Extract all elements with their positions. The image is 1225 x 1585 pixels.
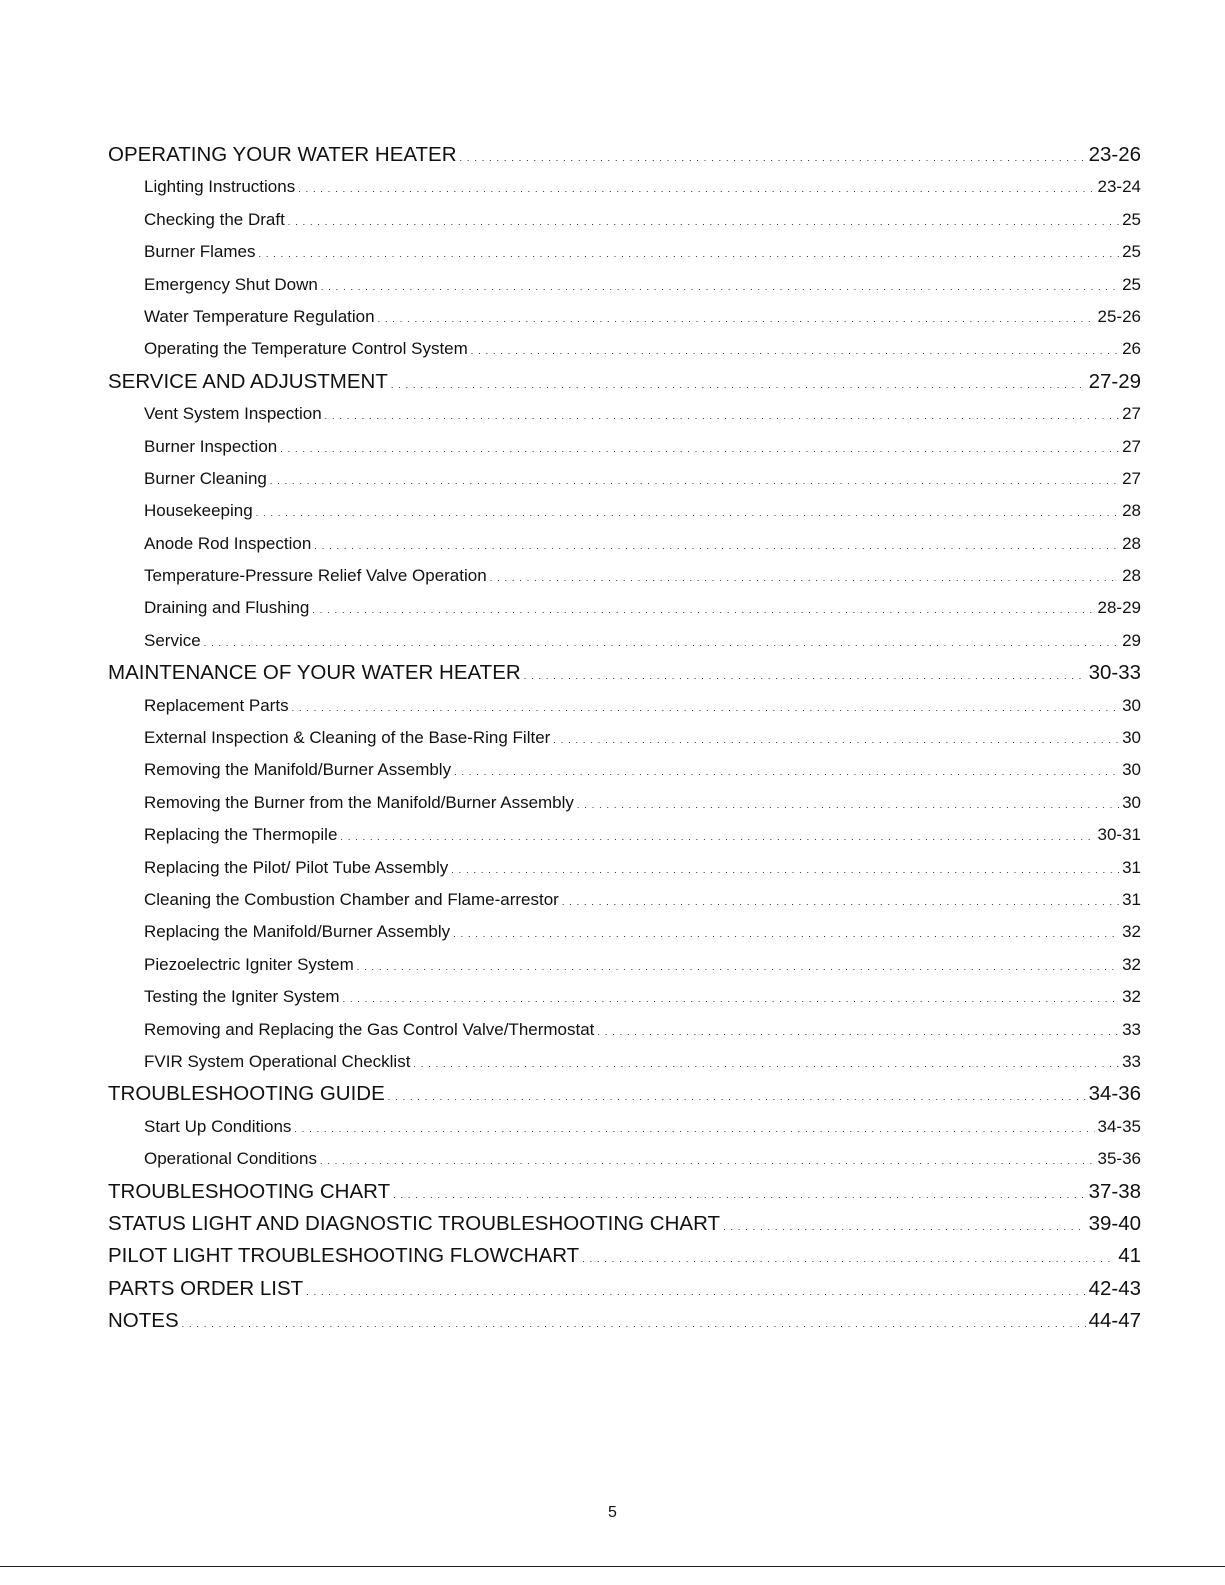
toc-entry-page: 34-36: [1086, 1078, 1141, 1110]
dot-leader: [413, 1046, 1119, 1078]
dot-leader: [270, 463, 1119, 495]
dot-leader: [256, 495, 1119, 527]
toc-entry-title: Replacing the Manifold/Burner Assembly: [144, 916, 453, 948]
toc-entry-title: Anode Rod Inspection: [144, 528, 314, 560]
toc-entry-title: Piezoelectric Igniter System: [144, 949, 357, 981]
toc-entry-page: 26: [1119, 333, 1141, 365]
toc-section-entry: [108, 1078, 1141, 1110]
toc-entry-page: 25-26: [1095, 301, 1141, 333]
toc-subsection-entry: [108, 431, 1141, 463]
toc-entry-title: Checking the Draft: [144, 204, 288, 236]
toc-entry-page: 30-31: [1095, 819, 1141, 851]
dot-leader: [314, 528, 1119, 560]
toc-subsection-entry: [108, 1111, 1141, 1143]
dot-leader: [182, 1305, 1086, 1337]
toc-entry-title: Replacing the Pilot/ Pilot Tube Assembly: [144, 852, 451, 884]
toc-section-entry: [108, 1240, 1141, 1272]
dot-leader: [343, 981, 1119, 1013]
toc-entry-title: MAINTENANCE OF YOUR WATER HEATER: [108, 657, 524, 689]
dot-leader: [378, 301, 1095, 333]
toc-entry-page: 29: [1119, 625, 1141, 657]
toc-entry-page: 41: [1115, 1240, 1141, 1272]
toc-entry-page: 30: [1119, 787, 1141, 819]
toc-entry-title: Removing and Replacing the Gas Control Valve/Thermostat: [144, 1014, 597, 1046]
toc-subsection-entry: [108, 1014, 1141, 1046]
toc-entry-title: Burner Inspection: [144, 431, 280, 463]
toc-subsection-entry: [108, 787, 1141, 819]
toc-entry-page: 39-40: [1086, 1208, 1141, 1240]
toc-entry-page: 27: [1119, 398, 1141, 430]
toc-entry-title: Emergency Shut Down: [144, 269, 321, 301]
toc-subsection-entry: [108, 398, 1141, 430]
toc-entry-title: Removing the Burner from the Manifold/Burner Assembly: [144, 787, 577, 819]
toc-entry-title: TROUBLESHOOTING CHART: [108, 1176, 393, 1208]
toc-entry-page: 25: [1119, 236, 1141, 268]
toc-entry-title: Housekeeping: [144, 495, 256, 527]
toc-entry-page: 28: [1119, 495, 1141, 527]
page-number: 5: [608, 1504, 617, 1521]
toc-entry-title: Burner Cleaning: [144, 463, 270, 495]
toc-subsection-entry: [108, 754, 1141, 786]
toc-section-entry: [108, 366, 1141, 398]
toc-entry-title: Lighting Instructions: [144, 171, 298, 203]
toc-entry-page: 27-29: [1086, 366, 1141, 398]
toc-entry-page: 28: [1119, 528, 1141, 560]
toc-entry-page: 31: [1119, 852, 1141, 884]
dot-leader: [453, 916, 1119, 948]
toc-entry-page: 23-26: [1086, 139, 1141, 171]
dot-leader: [597, 1014, 1119, 1046]
toc-entry-page: 30: [1119, 690, 1141, 722]
dot-leader: [553, 722, 1119, 754]
toc-entry-title: Burner Flames: [144, 236, 258, 268]
dot-leader: [391, 366, 1086, 398]
toc-subsection-entry: [108, 495, 1141, 527]
toc-subsection-entry: [108, 981, 1141, 1013]
toc-entry-page: 33: [1119, 1014, 1141, 1046]
toc-entry-title: TROUBLESHOOTING GUIDE: [108, 1078, 388, 1110]
toc-entry-page: 33: [1119, 1046, 1141, 1078]
dot-leader: [292, 690, 1120, 722]
table-of-contents: [108, 139, 1141, 1337]
toc-subsection-entry: [108, 916, 1141, 948]
toc-subsection-entry: [108, 560, 1141, 592]
toc-subsection-entry: [108, 592, 1141, 624]
dot-leader: [451, 852, 1119, 884]
toc-subsection-entry: [108, 819, 1141, 851]
bottom-rule: [0, 1566, 1225, 1567]
toc-entry-page: 25: [1119, 269, 1141, 301]
toc-entry-title: Start Up Conditions: [144, 1111, 294, 1143]
toc-subsection-entry: [108, 269, 1141, 301]
toc-entry-title: Water Temperature Regulation: [144, 301, 378, 333]
toc-section-entry: [108, 1273, 1141, 1305]
dot-leader: [357, 949, 1119, 981]
toc-entry-page: 27: [1119, 431, 1141, 463]
toc-entry-title: Replacement Parts: [144, 690, 292, 722]
toc-section-entry: [108, 657, 1141, 689]
toc-entry-title: Service: [144, 625, 204, 657]
toc-entry-title: STATUS LIGHT AND DIAGNOSTIC TROUBLESHOOTING CHART: [108, 1208, 723, 1240]
toc-entry-title: NOTES: [108, 1305, 182, 1337]
dot-leader: [471, 333, 1119, 365]
toc-subsection-entry: [108, 171, 1141, 203]
toc-section-entry: [108, 1305, 1141, 1337]
toc-entry-page: 32: [1119, 981, 1141, 1013]
toc-subsection-entry: [108, 463, 1141, 495]
toc-entry-title: Operating the Temperature Control System: [144, 333, 471, 365]
dot-leader: [312, 592, 1094, 624]
toc-entry-page: 30: [1119, 722, 1141, 754]
toc-subsection-entry: [108, 528, 1141, 560]
toc-entry-page: 27: [1119, 463, 1141, 495]
dot-leader: [524, 657, 1086, 689]
dot-leader: [288, 204, 1119, 236]
toc-entry-page: 30-33: [1086, 657, 1141, 689]
dot-leader: [306, 1273, 1085, 1305]
dot-leader: [454, 754, 1119, 786]
toc-entry-title: SERVICE AND ADJUSTMENT: [108, 366, 391, 398]
toc-subsection-entry: [108, 884, 1141, 916]
toc-entry-title: PILOT LIGHT TROUBLESHOOTING FLOWCHART: [108, 1240, 582, 1272]
dot-leader: [340, 819, 1094, 851]
toc-subsection-entry: [108, 852, 1141, 884]
toc-entry-title: Vent System Inspection: [144, 398, 325, 430]
toc-entry-page: 31: [1119, 884, 1141, 916]
toc-entry-title: Removing the Manifold/Burner Assembly: [144, 754, 454, 786]
toc-entry-title: External Inspection & Cleaning of the Base-Ring Filter: [144, 722, 553, 754]
toc-entry-page: 32: [1119, 949, 1141, 981]
toc-entry-page: 42-43: [1086, 1273, 1141, 1305]
toc-subsection-entry: [108, 301, 1141, 333]
toc-entry-title: PARTS ORDER LIST: [108, 1273, 306, 1305]
toc-entry-page: 28: [1119, 560, 1141, 592]
dot-leader: [258, 236, 1119, 268]
toc-subsection-entry: [108, 722, 1141, 754]
toc-subsection-entry: [108, 236, 1141, 268]
toc-subsection-entry: [108, 949, 1141, 981]
toc-entry-title: OPERATING YOUR WATER HEATER: [108, 139, 460, 171]
toc-entry-page: 44-47: [1086, 1305, 1141, 1337]
toc-entry-page: 35-36: [1095, 1143, 1141, 1175]
toc-entry-page: 23-24: [1095, 171, 1141, 203]
toc-entry-title: Testing the Igniter System: [144, 981, 343, 1013]
toc-subsection-entry: [108, 204, 1141, 236]
dot-leader: [204, 625, 1119, 657]
toc-section-entry: [108, 1208, 1141, 1240]
toc-entry-title: Temperature-Pressure Relief Valve Operation: [144, 560, 490, 592]
toc-entry-title: Draining and Flushing: [144, 592, 312, 624]
dot-leader: [298, 171, 1094, 203]
dot-leader: [490, 560, 1119, 592]
toc-entry-page: 28-29: [1095, 592, 1141, 624]
toc-entry-page: 37-38: [1086, 1176, 1141, 1208]
dot-leader: [388, 1078, 1086, 1110]
toc-subsection-entry: [108, 1046, 1141, 1078]
dot-leader: [280, 431, 1119, 463]
dot-leader: [577, 787, 1119, 819]
toc-subsection-entry: [108, 1143, 1141, 1175]
toc-entry-title: Operational Conditions: [144, 1143, 320, 1175]
toc-section-entry: [108, 139, 1141, 171]
dot-leader: [393, 1176, 1085, 1208]
dot-leader: [325, 398, 1119, 430]
toc-entry-page: 34-35: [1095, 1111, 1141, 1143]
toc-entry-page: 30: [1119, 754, 1141, 786]
dot-leader: [320, 1143, 1095, 1175]
dot-leader: [460, 139, 1086, 171]
dot-leader: [294, 1111, 1094, 1143]
toc-entry-title: Replacing the Thermopile: [144, 819, 340, 851]
dot-leader: [321, 269, 1119, 301]
dot-leader: [723, 1208, 1086, 1240]
toc-subsection-entry: [108, 333, 1141, 365]
toc-entry-page: 32: [1119, 916, 1141, 948]
toc-subsection-entry: [108, 690, 1141, 722]
toc-entry-title: FVIR System Operational Checklist: [144, 1046, 413, 1078]
dot-leader: [582, 1240, 1115, 1272]
toc-section-entry: [108, 1176, 1141, 1208]
toc-entry-title: Cleaning the Combustion Chamber and Flame-arrestor: [144, 884, 562, 916]
toc-subsection-entry: [108, 625, 1141, 657]
toc-entry-page: 25: [1119, 204, 1141, 236]
dot-leader: [562, 884, 1119, 916]
